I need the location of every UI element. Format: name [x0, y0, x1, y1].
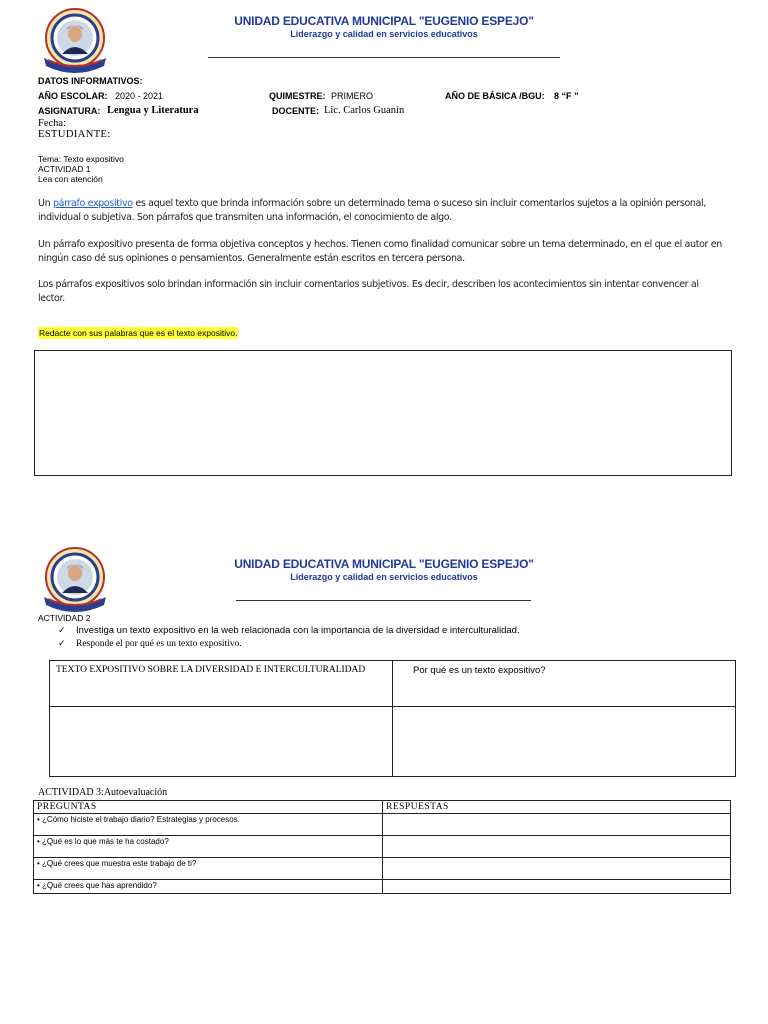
paragraph-1-rest: es aquel texto que brinda información sobre un determinado tema o suceso sin incluir comentarios sujetos a la opinión personal, individual o subjetiva. Son párrafos que transmiten una información, el conocimiento de algo.	[38, 198, 707, 223]
table-cell-why-answer[interactable]	[393, 707, 736, 777]
section-title: DATOS INFORMATIVOS:	[38, 76, 143, 86]
check-icon: ✓	[58, 638, 66, 648]
task-highlight: Redacte con sus palabras que es el texto expositivo.	[39, 328, 238, 338]
activity1-label: ACTIVIDAD 1	[38, 164, 91, 174]
answer-cell[interactable]	[383, 858, 731, 880]
activity2-label: ACTIVIDAD 2	[38, 613, 91, 623]
teacher-value: Lic. Carlos Guanín	[324, 105, 405, 116]
student-label: ESTUDIANTE:	[38, 129, 111, 140]
paragraph-1-start: Un	[38, 198, 53, 209]
paragraph-1	[38, 197, 728, 225]
self-assessment-table	[33, 800, 731, 894]
school-name-2: UNIDAD EDUCATIVA MUNICIPAL "EUGENIO ESPEJO"	[234, 557, 534, 571]
topic: Tema: Texto expositivo	[38, 154, 124, 164]
header-divider	[208, 57, 560, 58]
school-year-value: 2020 - 2021	[115, 91, 164, 101]
term-label: QUIMESTRE:	[269, 91, 326, 101]
table-row: • ¿Qué crees que muestra este trabajo de ti?	[34, 858, 383, 880]
school-motto-2: Liderazgo y calidad en servicios educativos	[290, 572, 478, 582]
answer-cell[interactable]	[383, 836, 731, 858]
answer-cell[interactable]	[383, 814, 731, 836]
table-row: • ¿Cómo hiciste el trabajo diario? Estrategias y procesos.	[34, 814, 383, 836]
activity2-item-2: ✓ Responde el por qué es un texto expositivo.	[58, 638, 242, 649]
table-row: • ¿Qué crees que has aprendido?	[34, 880, 383, 894]
grade-value: 8 “F ”	[554, 91, 579, 101]
page-header-2	[0, 547, 768, 617]
table-header-questions: PREGUNTAS	[34, 801, 383, 814]
table-header-text: TEXTO EXPOSITIVO SOBRE LA DIVERSIDAD E INTERCULTURALIDAD	[50, 661, 393, 707]
table-header-why: Por qué es un texto expositivo?	[393, 661, 736, 707]
subject-label: ASIGNATURA:	[38, 106, 101, 116]
activity1-instruction: Lea con atención	[38, 174, 103, 184]
header-divider-2	[236, 600, 531, 601]
table-row: • ¿Qué es lo que más te ha costado?	[34, 836, 383, 858]
grade-label: AÑO DE BÁSICA /BGU:	[445, 91, 545, 101]
activity3-label: ACTIVIDAD 3:Autoevaluación	[38, 787, 168, 798]
table-header-answers: RESPUESTAS	[383, 801, 731, 814]
check-icon: ✓	[58, 625, 66, 635]
paragraph-3: Los párrafos expositivos solo brindan información sin incluir comentarios subjetivos. Es decir, describen los acontecimientos sin intentar convencer al lector.	[38, 279, 699, 304]
activity2-table	[49, 660, 736, 777]
school-motto: Liderazgo y calidad en servicios educativos	[290, 29, 478, 39]
page-header	[0, 8, 768, 78]
term-value: PRIMERO	[331, 91, 374, 101]
school-name: UNIDAD EDUCATIVA MUNICIPAL "EUGENIO ESPEJO"	[234, 14, 534, 28]
school-year-label: AÑO ESCOLAR:	[38, 91, 108, 101]
table-cell-text-answer[interactable]	[50, 707, 393, 777]
teacher-label: DOCENTE:	[272, 106, 319, 116]
paragraph-2: Un párrafo expositivo presenta de forma objetiva conceptos y hechos. Tienen como finalidad comunicar sobre un tema determinado, en el que el autor en ningún caso dé sus opiniones o pensamientos. Generalmente están escritos en tercera persona.	[38, 239, 722, 264]
answer-cell[interactable]	[383, 880, 731, 894]
answer-box[interactable]	[34, 350, 732, 476]
date-label: Fecha:	[38, 118, 66, 129]
activity2-item-1: ✓ Investiga un texto expositivo en la web relacionada con la importancia de la diversidad e interculturalidad.	[58, 625, 520, 636]
paragraph-link[interactable]: párrafo expositivo	[52, 198, 133, 209]
subject-value: Lengua y Literatura	[107, 105, 199, 116]
